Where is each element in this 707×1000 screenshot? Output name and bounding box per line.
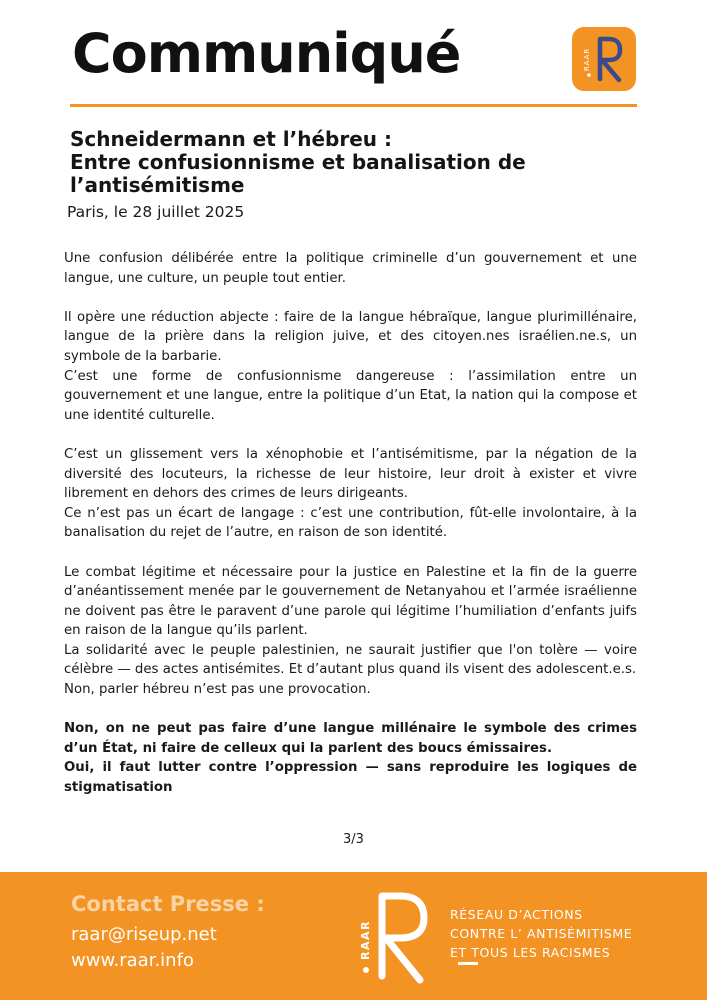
contact-email[interactable]: raar@riseup.net: [71, 924, 217, 945]
org-underline-bar: [458, 962, 478, 965]
release-body: [64, 249, 637, 798]
contact-website[interactable]: www.raar.info: [71, 950, 194, 971]
heading-line: l’antisémitisme: [70, 173, 245, 197]
page-number: 3/3: [343, 832, 364, 847]
paragraph: Il opère une réduction abjecte : faire de la langue hébraïque, langue plurimillénaire, langue de la prière dans la religion juive, et des citoyen.nes israélien.ne.s, un symbole de la barbarie.: [64, 309, 637, 364]
paragraph: Une confusion délibérée entre la politique criminelle d’un gouvernement et une langue, une culture, un peuple tout entier.: [64, 251, 637, 286]
svg-text:RAAR: RAAR: [583, 47, 591, 71]
organization-name: [450, 905, 632, 965]
paragraph: La solidarité avec le peuple palestinien, ne saurait justifier que l'on tolère — voire célèbre — des actes antisémites. Et d’autant plus quand ils visent des adolescent.e.s.: [64, 642, 637, 678]
release-date: Paris, le 28 juillet 2025: [67, 203, 245, 221]
svg-text:RAAR: RAAR: [359, 920, 372, 960]
paragraph: Non, parler hébreu n’est pas une provocation.: [64, 682, 371, 698]
conclusion-paragraph: Oui, il faut lutter contre l’oppression — sans reproduire les logiques de stigmatisation: [64, 760, 637, 796]
paragraph: C’est une forme de confusionnisme dangereuse : l’assimilation entre un gouvernement et une langue, entre la politique d’un Etat, la nation qui la compose et une identité culturelle.: [64, 368, 637, 423]
org-line: CONTRE L’ ANTISÉMITISME: [450, 926, 633, 941]
paragraph: C’est un glissement vers la xénophobie et l’antisémitisme, par la négation de la diversité des locuteurs, la richesse de leur histoire, leur droit à exister et vivre librement en dehors des crimes de leurs dirigeants.: [64, 446, 637, 502]
org-line: RÉSEAU D’ACTIONS: [450, 907, 583, 922]
paragraph: Ce n’est pas un écart de langage : c’est une contribution, fût-elle involontaire, à la banalisation du rejet de l’autre, en raison de son identité.: [64, 505, 637, 541]
raar-footer-logo: [352, 888, 432, 988]
heading-line: Entre confusionnisme et banalisation de: [70, 150, 526, 174]
org-line-text: ET TOUS LES RACISMES: [450, 945, 611, 960]
page-title: Communiqué: [72, 22, 461, 85]
press-release-heading: [70, 128, 630, 197]
heading-line: Schneidermann et l’hébreu :: [70, 127, 392, 151]
conclusion-paragraph: Non, on ne peut pas faire d’une langue millénaire le symbole des crimes d’un État, ni faire de celleux qui la parlent des boucs émissaires.: [64, 721, 637, 756]
footer: [0, 872, 707, 1000]
paragraph: Le combat légitime et nécessaire pour la justice en Palestine et la fin de la guerre d’anéantissement menée par le gouvernement de Netanyahou et l’armée israélienne ne doivent pas être le paravent d’une parole qui légitime l’humiliation d’enfants juifs en raison de la langue qu’ils parlent.: [64, 564, 637, 639]
contact-title: Contact Presse :: [71, 892, 265, 916]
org-line-last: [450, 943, 632, 965]
title-divider: [70, 104, 637, 107]
raar-logo: [572, 27, 636, 91]
